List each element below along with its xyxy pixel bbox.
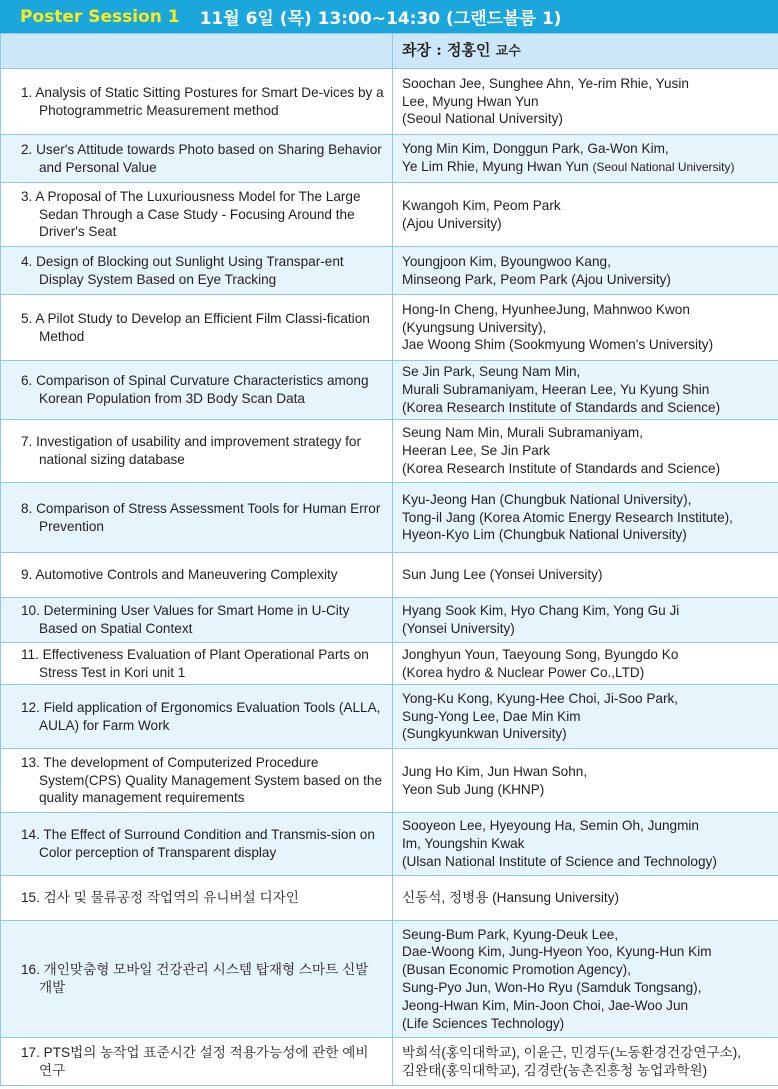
paper-title: 8. Comparison of Stress Assessment Tools for Human Error Prevention <box>1 483 393 553</box>
paper-title: 6. Comparison of Spinal Curvature Characteristics among Korean Population from 3D Body Scan Data <box>1 361 393 420</box>
table-row <box>1 1038 778 1086</box>
paper-title: 16. 개인맞춤형 모바일 건강관리 시스템 탑재형 스마트 신발 개발 <box>1 921 393 1038</box>
paper-title: 4. Design of Blocking out Sunlight Using Transpar-ent Display System Based on Eye Tracking <box>1 247 393 295</box>
paper-authors: 박희석(홍익대학교), 이윤근, 민경두(노동환경건강연구소), 김완태(홍익대학교), 김경란(농촌진흥청 농업과학원) <box>393 1038 778 1086</box>
program-table <box>0 33 778 1086</box>
table-row <box>1 553 778 598</box>
paper-title: 11. Effectiveness Evaluation of Plant Operational Parts on Stress Test in Kori unit 1 <box>1 643 393 685</box>
paper-title: 5. A Pilot Study to Develop an Efficient Film Classi-fication Method <box>1 295 393 361</box>
paper-authors: Yong-Ku Kong, Kyung-Hee Choi, Ji-Soo Park, Sung-Yong Lee, Dae Min Kim (Sungkyunkwan University) <box>393 685 778 749</box>
table-row <box>1 483 778 553</box>
table-row <box>1 361 778 420</box>
chair-row <box>1 34 778 69</box>
paper-title: 12. Field application of Ergonomics Evaluation Tools (ALLA, AULA) for Farm Work <box>1 685 393 749</box>
session-header <box>0 0 778 33</box>
table-row <box>1 643 778 685</box>
paper-title: 14. The Effect of Surround Condition and Transmis-sion on Color perception of Transparent display <box>1 813 393 876</box>
paper-authors: Yong Min Kim, Donggun Park, Ga-Won Kim, Ye Lim Rhie, Myung Hwan Yun (Seoul National University) <box>393 135 778 183</box>
chair-cell <box>393 34 778 69</box>
paper-authors: Jung Ho Kim, Jun Hwan Sohn, Yeon Sub Jung (KHNP) <box>393 749 778 813</box>
chair-row-blank <box>1 34 393 69</box>
session-name: Poster Session 1 <box>20 6 180 27</box>
table-row <box>1 685 778 749</box>
table-row <box>1 813 778 876</box>
paper-authors: Hyang Sook Kim, Hyo Chang Kim, Yong Gu Ji (Yonsei University) <box>393 598 778 643</box>
table-row <box>1 69 778 135</box>
table-row <box>1 135 778 183</box>
paper-title: 3. A Proposal of The Luxuriousness Model for The Large Sedan Through a Case Study - Focusing Around the Driver's Seat <box>1 183 393 247</box>
chair-title: 교수 <box>495 43 521 59</box>
table-row <box>1 749 778 813</box>
paper-authors: Kyu-Jeong Han (Chungbuk National University), Tong-il Jang (Korea Atomic Energy Research Institute), Hyeon-Kyo Lim (Chungbuk National University) <box>393 483 778 553</box>
table-row <box>1 921 778 1038</box>
paper-title: 9. Automotive Controls and Maneuvering Complexity <box>1 553 393 598</box>
chair-label: 좌장 : 정홍인 <box>402 40 491 59</box>
table-row <box>1 247 778 295</box>
table-row <box>1 598 778 643</box>
paper-title: 1. Analysis of Static Sitting Postures for Smart De-vices by a Photogrammetric Measurement method <box>1 69 393 135</box>
paper-authors: Seung-Bum Park, Kyung-Deuk Lee, Dae-Woong Kim, Jung-Hyeon Yoo, Kyung-Hun Kim (Busan Economic Promotion Agency), Sung-Pyo Jun, Won-Ho Ryu (Samduk Tongsang), Jeong-Hwan Kim, Min-Joon Choi, Jae-Woo Jun (Life Sciences Technology) <box>393 921 778 1038</box>
table-row <box>1 183 778 247</box>
paper-authors: Sun Jung Lee (Yonsei University) <box>393 553 778 598</box>
paper-authors: Kwangoh Kim, Peom Park (Ajou University) <box>393 183 778 247</box>
paper-authors: Se Jin Park, Seung Nam Min, Murali Subramaniyam, Heeran Lee, Yu Kyung Shin (Korea Research Institute of Standards and Science) <box>393 361 778 420</box>
table-row <box>1 295 778 361</box>
table-row <box>1 420 778 483</box>
paper-authors: Hong-In Cheng, HyunheeJung, Mahnwoo Kwon (Kyungsung University), Jae Woong Shim (Sookmyung Women's University) <box>393 295 778 361</box>
paper-authors: Soochan Jee, Sunghee Ahn, Ye-rim Rhie, Yusin Lee, Myung Hwan Yun (Seoul National University) <box>393 69 778 135</box>
paper-title: 17. PTS법의 농작업 표준시간 설정 적용가능성에 관한 예비 연구 <box>1 1038 393 1086</box>
table-row <box>1 876 778 921</box>
paper-title: 7. Investigation of usability and improvement strategy for national sizing database <box>1 420 393 483</box>
session-datetime-venue: 11월 6일 (목) 13:00~14:30 (그랜드볼룸 1) <box>199 9 562 29</box>
paper-authors: 신동석, 정병용 (Hansung University) <box>393 876 778 921</box>
paper-title: 2. User's Attitude towards Photo based on Sharing Behavior and Personal Value <box>1 135 393 183</box>
paper-authors: Seung Nam Min, Murali Subramaniyam, Heeran Lee, Se Jin Park (Korea Research Institute of Standards and Science) <box>393 420 778 483</box>
paper-title: 10. Determining User Values for Smart Home in U-City Based on Spatial Context <box>1 598 393 643</box>
paper-authors: Jonghyun Youn, Taeyoung Song, Byungdo Ko (Korea hydro & Nuclear Power Co.,LTD) <box>393 643 778 685</box>
paper-authors: Sooyeon Lee, Hyeyoung Ha, Semin Oh, Jungmin Im, Youngshin Kwak (Ulsan National Institute of Science and Technology) <box>393 813 778 876</box>
paper-title: 13. The development of Computerized Procedure System(CPS) Quality Management System based on the quality management requirements <box>1 749 393 813</box>
paper-title: 15. 검사 및 물류공정 작업역의 유니버설 디자인 <box>1 876 393 921</box>
paper-authors: Youngjoon Kim, Byoungwoo Kang, Minseong Park, Peom Park (Ajou University) <box>393 247 778 295</box>
